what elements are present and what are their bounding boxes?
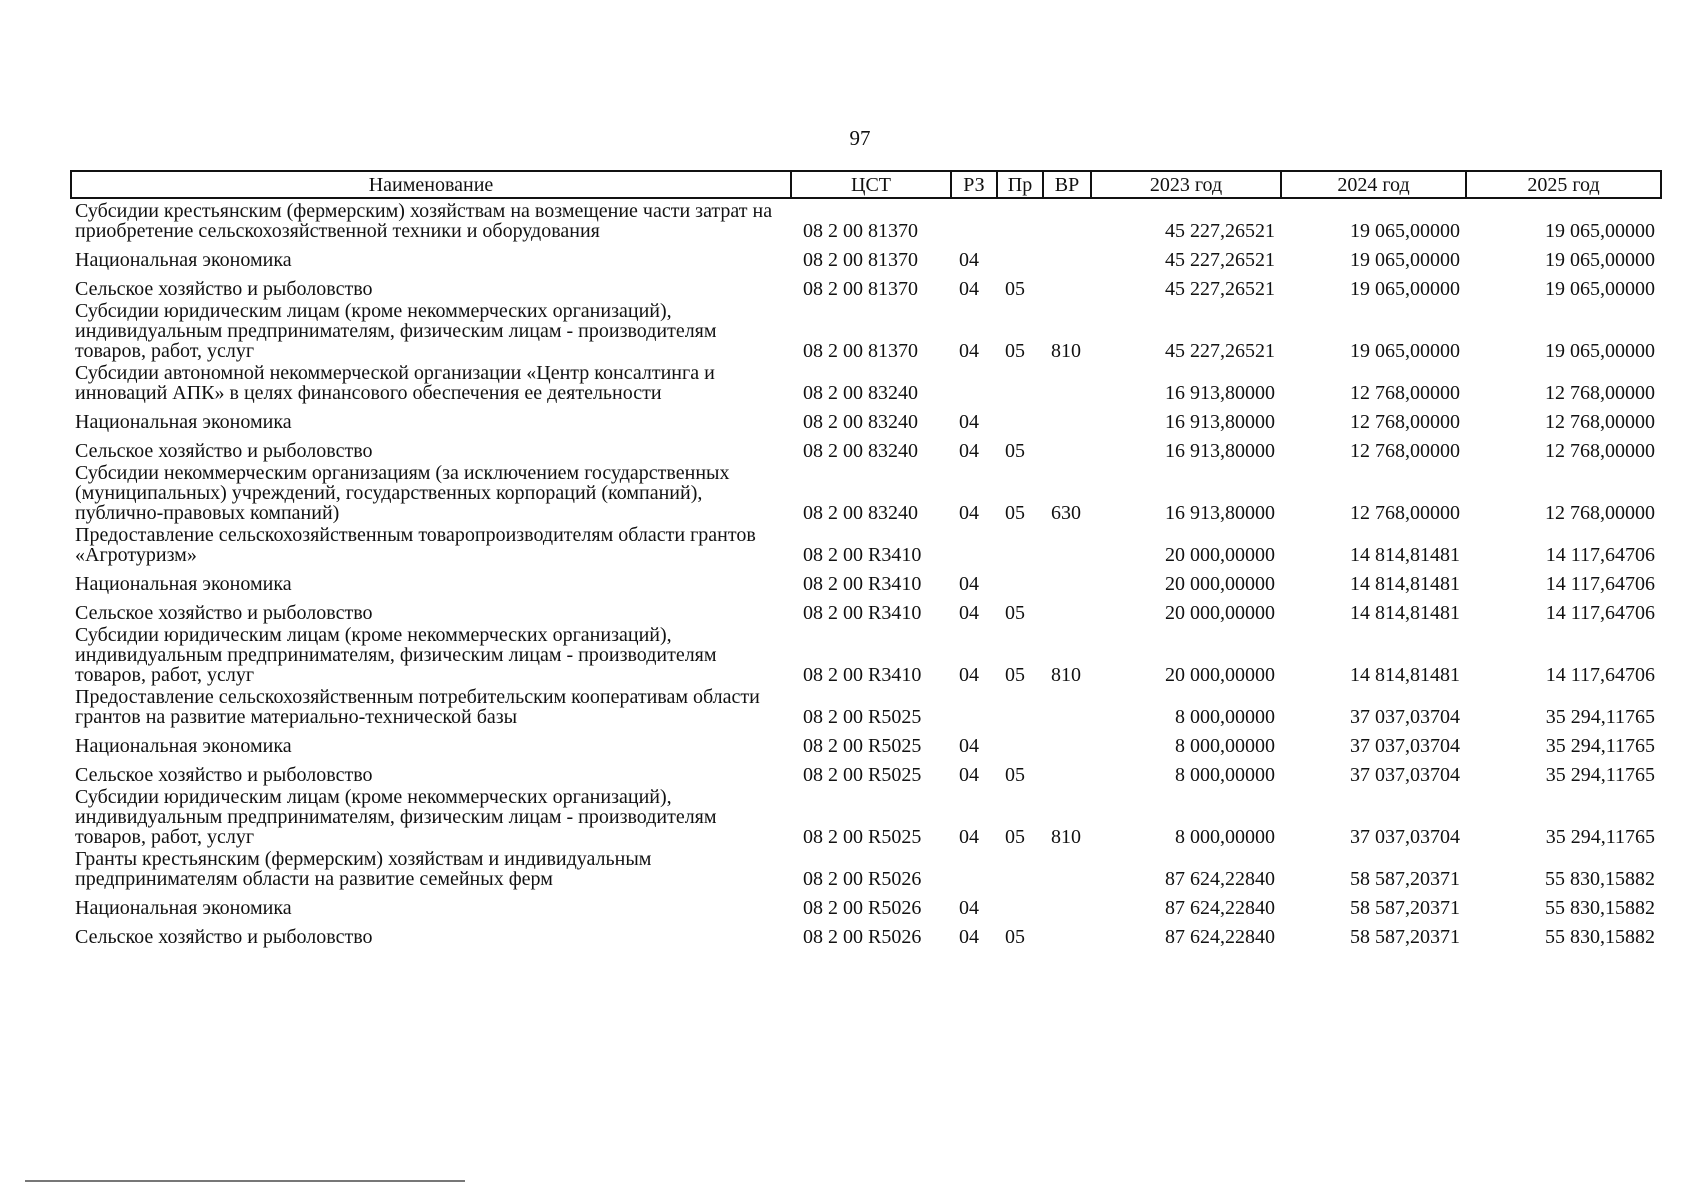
table-row [71,889,1661,918]
cell-rz: 04 [959,602,979,624]
cell-rz: 04 [959,573,979,595]
cell-name: Национальная экономика [75,249,292,271]
cell-2023: 16 913,80000 [1165,502,1275,524]
scan-artifact-line [25,1180,465,1182]
header-rz: РЗ [951,171,997,198]
cell-vr [1043,727,1091,756]
table-row [71,523,1661,565]
cell-2024: 12 768,00000 [1350,440,1460,462]
cell-2025: 19 065,00000 [1545,340,1655,362]
cell-2023: 45 227,26521 [1165,278,1275,300]
cell-2025: 55 830,15882 [1545,897,1655,919]
cell-pr [997,403,1043,432]
cell-2025: 14 117,64706 [1545,602,1655,624]
cell-name: Субсидии юридическим лицам (кроме некоммерческих организаций), индивидуальным предпринимателям, физическим лицам - производителям товаров, работ, услуг [75,624,717,686]
cell-name: Субсидии автономной некоммерческой организации «Центр консалтинга и инноваций АПК» в целях финансового обеспечения ее деятельности [75,362,715,404]
table-row [71,594,1661,623]
cell-rz: 04 [959,340,979,362]
table-row [71,565,1661,594]
cell-rz: 04 [959,249,979,271]
cell-2024: 58 587,20371 [1350,926,1460,948]
table-row [71,685,1661,727]
cell-pr: 05 [1005,340,1025,362]
cell-cst: 08 2 00 83240 [803,411,918,433]
table-body [71,198,1661,947]
cell-2024: 12 768,00000 [1350,382,1460,404]
cell-2024: 37 037,03704 [1350,735,1460,757]
cell-vr: 810 [1051,664,1081,686]
cell-rz: 04 [959,664,979,686]
cell-vr [1043,523,1091,565]
cell-name: Субсидии юридическим лицам (кроме некоммерческих организаций), индивидуальным предпринимателям, физическим лицам - производителям товаров, работ, услуг [75,300,717,362]
cell-2024: 37 037,03704 [1350,764,1460,786]
cell-cst: 08 2 00 83240 [803,502,918,524]
cell-name: Сельское хозяйство и рыболовство [75,602,373,624]
cell-2025: 55 830,15882 [1545,868,1655,890]
cell-2024: 19 065,00000 [1350,249,1460,271]
cell-rz [951,198,997,241]
cell-2025: 35 294,11765 [1545,735,1655,757]
cell-2025: 12 768,00000 [1545,440,1655,462]
cell-rz [951,685,997,727]
cell-name: Сельское хозяйство и рыболовство [75,764,373,786]
cell-name: Субсидии юридическим лицам (кроме некоммерческих организаций), индивидуальным предпринимателям, физическим лицам - производителям товаров, работ, услуг [75,786,717,848]
cell-2024: 37 037,03704 [1350,826,1460,848]
cell-2025: 35 294,11765 [1545,706,1655,728]
cell-cst: 08 2 00 81370 [803,278,918,300]
cell-vr [1043,889,1091,918]
header-2023: 2023 год [1091,171,1281,198]
table-row [71,785,1661,847]
page-number: 97 [849,126,871,150]
cell-vr [1043,403,1091,432]
cell-rz [951,523,997,565]
cell-name: Сельское хозяйство и рыболовство [75,440,373,462]
cell-vr [1043,241,1091,270]
cell-2024: 12 768,00000 [1350,502,1460,524]
cell-2023: 8 000,00000 [1175,826,1275,848]
cell-2025: 19 065,00000 [1545,220,1655,242]
cell-2024: 37 037,03704 [1350,706,1460,728]
cell-cst: 08 2 00 R5025 [803,764,922,786]
cell-cst: 08 2 00 R3410 [803,664,922,686]
budget-table [70,170,1662,947]
cell-2024: 19 065,00000 [1350,278,1460,300]
cell-vr [1043,565,1091,594]
cell-2023: 16 913,80000 [1165,382,1275,404]
cell-2023: 45 227,26521 [1165,340,1275,362]
cell-name: Национальная экономика [75,573,292,595]
cell-2025: 55 830,15882 [1545,926,1655,948]
cell-rz: 04 [959,764,979,786]
cell-name: Национальная экономика [75,897,292,919]
table-row [71,241,1661,270]
cell-vr [1043,918,1091,947]
cell-vr [1043,198,1091,241]
cell-vr [1043,270,1091,299]
cell-name: Национальная экономика [75,735,292,757]
cell-2024: 14 814,81481 [1350,573,1460,595]
cell-rz: 04 [959,735,979,757]
cell-rz: 04 [959,897,979,919]
cell-2024: 58 587,20371 [1350,868,1460,890]
cell-name: Сельское хозяйство и рыболовство [75,926,373,948]
cell-2023: 45 227,26521 [1165,249,1275,271]
cell-pr: 05 [1005,502,1025,524]
table-row [71,847,1661,889]
header-vr: ВР [1043,171,1091,198]
cell-cst: 08 2 00 81370 [803,249,918,271]
table-row [71,727,1661,756]
cell-cst: 08 2 00 R5025 [803,706,922,728]
cell-2024: 19 065,00000 [1350,220,1460,242]
cell-vr [1043,361,1091,403]
cell-rz: 04 [959,440,979,462]
table-row [71,461,1661,523]
cell-2024: 14 814,81481 [1350,544,1460,566]
cell-cst: 08 2 00 R3410 [803,573,922,595]
cell-rz: 04 [959,826,979,848]
cell-2025: 14 117,64706 [1545,573,1655,595]
cell-name: Субсидии крестьянским (фермерским) хозяйствам на возмещение части затрат на приобретение сельскохозяйственной техники и оборудования [75,200,773,242]
cell-vr [1043,594,1091,623]
cell-name: Предоставление сельскохозяйственным потребительским кооперативам области грантов на развитие материально-технической базы [75,686,760,728]
cell-2023: 20 000,00000 [1165,544,1275,566]
cell-cst: 08 2 00 83240 [803,382,918,404]
cell-cst: 08 2 00 R3410 [803,602,922,624]
cell-pr [997,847,1043,889]
cell-2023: 20 000,00000 [1165,664,1275,686]
table-row [71,403,1661,432]
cell-vr: 810 [1051,826,1081,848]
cell-rz: 04 [959,926,979,948]
table-row [71,918,1661,947]
cell-pr: 05 [1005,278,1025,300]
cell-pr: 05 [1005,826,1025,848]
header-pr: Пр [997,171,1043,198]
cell-2023: 16 913,80000 [1165,440,1275,462]
cell-2024: 19 065,00000 [1350,340,1460,362]
cell-vr [1043,756,1091,785]
cell-rz: 04 [959,411,979,433]
cell-2025: 12 768,00000 [1545,411,1655,433]
cell-2025: 14 117,64706 [1545,664,1655,686]
cell-cst: 08 2 00 R5026 [803,868,922,890]
cell-2025: 14 117,64706 [1545,544,1655,566]
cell-name: Гранты крестьянским (фермерским) хозяйствам и индивидуальным предпринимателям области на развитие семейных ферм [75,848,652,890]
cell-cst: 08 2 00 R3410 [803,544,922,566]
header-2025: 2025 год [1466,171,1661,198]
cell-name: Национальная экономика [75,411,292,433]
table-row [71,270,1661,299]
cell-2024: 12 768,00000 [1350,411,1460,433]
cell-2025: 12 768,00000 [1545,382,1655,404]
cell-2025: 12 768,00000 [1545,502,1655,524]
cell-2023: 8 000,00000 [1175,735,1275,757]
cell-pr: 05 [1005,602,1025,624]
cell-2025: 35 294,11765 [1545,826,1655,848]
cell-rz [951,847,997,889]
cell-2023: 45 227,26521 [1165,220,1275,242]
header-name: Наименование [71,171,791,198]
cell-vr: 630 [1051,502,1081,524]
cell-cst: 08 2 00 R5025 [803,826,922,848]
cell-pr [997,565,1043,594]
cell-vr [1043,847,1091,889]
table-row [71,432,1661,461]
cell-pr [997,241,1043,270]
cell-pr [997,727,1043,756]
cell-pr [997,523,1043,565]
cell-cst: 08 2 00 83240 [803,440,918,462]
cell-pr: 05 [1005,664,1025,686]
table-header-row [71,171,1661,198]
table-row [71,198,1661,241]
cell-2023: 16 913,80000 [1165,411,1275,433]
cell-pr: 05 [1005,440,1025,462]
header-cst: ЦСТ [791,171,951,198]
cell-2023: 87 624,22840 [1165,897,1275,919]
header-2024: 2024 год [1281,171,1466,198]
cell-vr [1043,432,1091,461]
cell-2025: 35 294,11765 [1545,764,1655,786]
cell-pr [997,889,1043,918]
cell-pr: 05 [1005,926,1025,948]
cell-cst: 08 2 00 R5025 [803,735,922,757]
table-row [71,299,1661,361]
cell-name: Субсидии некоммерческим организациям (за исключением государственных (муниципальных) учреждений, государственных корпораций (компаний), публично-правовых компаний) [75,462,730,524]
cell-2023: 8 000,00000 [1175,764,1275,786]
cell-vr [1043,685,1091,727]
cell-2023: 87 624,22840 [1165,868,1275,890]
cell-pr: 05 [1005,764,1025,786]
cell-rz: 04 [959,502,979,524]
cell-cst: 08 2 00 81370 [803,340,918,362]
cell-pr [997,685,1043,727]
cell-2025: 19 065,00000 [1545,278,1655,300]
cell-name: Сельское хозяйство и рыболовство [75,278,373,300]
cell-cst: 08 2 00 81370 [803,220,918,242]
cell-name: Предоставление сельскохозяйственным товаропроизводителям области грантов «Агротуризм» [75,524,756,566]
cell-2023: 87 624,22840 [1165,926,1275,948]
cell-2023: 8 000,00000 [1175,706,1275,728]
cell-2023: 20 000,00000 [1165,602,1275,624]
cell-2024: 58 587,20371 [1350,897,1460,919]
cell-vr: 810 [1051,340,1081,362]
cell-2024: 14 814,81481 [1350,664,1460,686]
cell-rz [951,361,997,403]
table-row [71,756,1661,785]
cell-cst: 08 2 00 R5026 [803,897,922,919]
cell-2025: 19 065,00000 [1545,249,1655,271]
cell-2024: 14 814,81481 [1350,602,1460,624]
cell-pr [997,198,1043,241]
cell-2023: 20 000,00000 [1165,573,1275,595]
cell-cst: 08 2 00 R5026 [803,926,922,948]
table-row [71,361,1661,403]
cell-rz: 04 [959,278,979,300]
table-row [71,623,1661,685]
cell-pr [997,361,1043,403]
